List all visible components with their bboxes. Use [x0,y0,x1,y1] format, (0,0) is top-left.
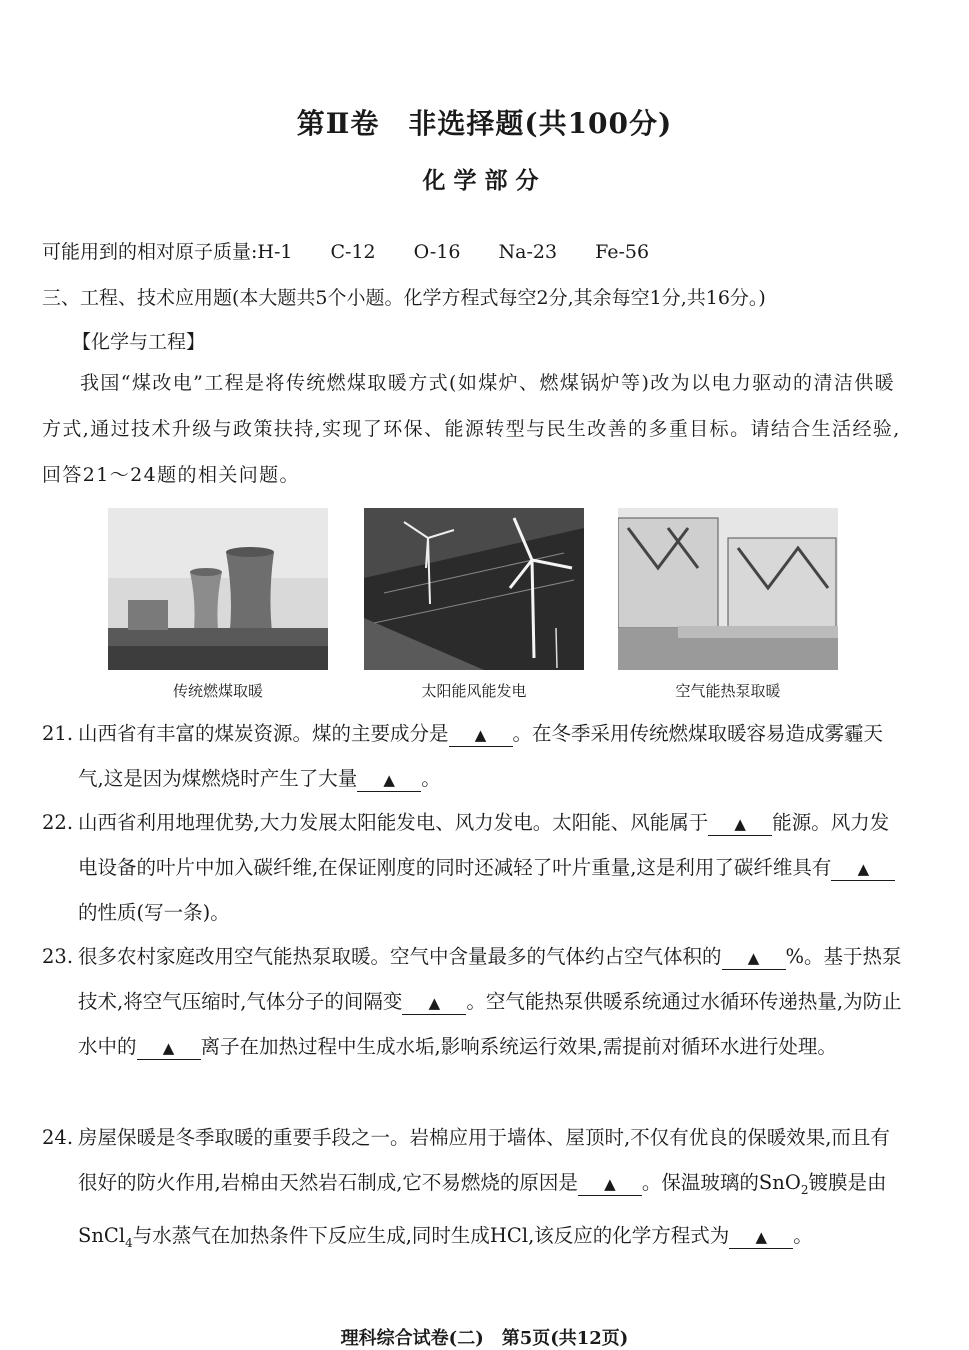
answer-blank[interactable]: ▲ [708,813,772,836]
question-text: 。保温玻璃的SnO [641,1171,801,1194]
intro-paragraph: 我国“煤改电”工程是将传统燃煤取暖方式(如煤炉、燃煤锅炉等)改为以电力驱动的清洁供暖方式,通过技术升级与政策扶持,实现了环保、能源转型与民生改善的多重目标。请结合生活经验,回答21～24题的相关问题。 [42,372,901,486]
figure-caption: 空气能热泵取暖 [675,682,781,700]
question-21 [42,711,904,801]
answer-blank[interactable]: ▲ [578,1173,642,1196]
question-24 [42,1115,904,1266]
question-text: %。基于热泵技术,将空气压缩时,气体分子的间隔变 [78,945,902,1013]
question-22 [42,800,904,935]
question-text: 离子在加热过程中生成水垢,影响系统运行效果,需提前对循环水进行处理。 [200,1035,837,1058]
question-number: 21. [42,722,74,745]
question-number: 23. [42,945,74,968]
answer-blank[interactable]: ▲ [831,858,895,881]
heat-pump-units-image [618,508,838,670]
figure-caption: 传统燃煤取暖 [172,682,263,700]
question-23 [42,934,904,1069]
figure-heat-pump [618,508,838,701]
question-number: 24. [42,1126,74,1149]
atomic-mass-item: Fe-56 [595,241,650,263]
question-text: 与水蒸气在加热条件下反应生成,同时生成HCl,该反应的化学方程式为 [132,1223,730,1247]
page-footer: 理科综合试卷(二) 第5页(共12页) [340,1328,629,1349]
answer-blank[interactable]: ▲ [402,992,466,1015]
question-body [78,1115,904,1266]
answer-blank[interactable]: ▲ [722,947,786,970]
answer-blank[interactable]: ▲ [729,1226,793,1249]
atomic-mass-item: H-1 [257,241,293,263]
question-text: 山西省利用地理优势,大力发展太阳能发电、风力发电。太阳能、风能属于 [78,811,709,834]
question-text: 。 [793,1223,813,1247]
atomic-mass-item: Na-23 [498,241,558,263]
figure-coal-heating [108,508,328,701]
page-subtitle: 化学部分 [422,167,547,194]
subscript: 4 [125,1235,133,1250]
subscript: 2 [800,1182,809,1197]
question-text: 的性质(写一条)。 [78,901,230,924]
cooling-towers-image [108,508,328,670]
wind-turbines-image [364,508,584,670]
question-text: 。在冬季采用传统燃煤取暖容易造成雾霾天气,这是因为煤燃烧时产生了大量 [78,722,884,790]
figure-row [108,508,838,708]
section-tag: 【化学与工程】 [72,331,206,353]
section-heading: 三、工程、技术应用题(本大题共5个小题。化学方程式每空2分,其余每空1分,共16分。) [42,287,766,309]
question-text: 很多农村家庭改用空气能热泵取暖。空气中含量最多的气体约占空气体积的 [78,945,722,968]
atomic-mass-item: O-16 [413,241,461,263]
question-text: 。空气能热泵供暖系统通过水循环传递热量,为防止水中的 [78,990,902,1058]
question-text: 能源。风力发电设备的叶片中加入碳纤维,在保证刚度的同时还减轻了叶片重量,这是利用了碳纤维具有 [78,811,890,879]
page-title: 第Ⅱ卷 非选择题(共100分) [296,107,673,140]
answer-blank[interactable]: ▲ [137,1037,201,1060]
question-text: 山西省有丰富的煤炭资源。煤的主要成分是 [78,722,449,745]
question-text: 。 [421,767,441,790]
question-body [78,934,904,1069]
question-text: 房屋保暖是冬季取暖的重要手段之一。岩棉应用于墙体、屋顶时,不仅有优良的保暖效果,而且有很好的防火作用,岩棉由天然岩石制成,它不易燃烧的原因是 [78,1126,890,1194]
figure-caption: 太阳能风能发电 [421,682,527,700]
atomic-mass-item: C-12 [330,241,376,263]
figure-solar-wind [364,508,584,701]
question-number: 22. [42,811,74,834]
answer-blank[interactable]: ▲ [357,769,421,792]
answer-blank[interactable]: ▲ [449,724,513,747]
atomic-masses-label: 可能用到的相对原子质量: [42,241,258,263]
atomic-masses-line [42,237,649,264]
question-body [78,800,904,935]
question-body [78,711,904,801]
question-text: 镀膜是由SnCl [78,1171,887,1247]
